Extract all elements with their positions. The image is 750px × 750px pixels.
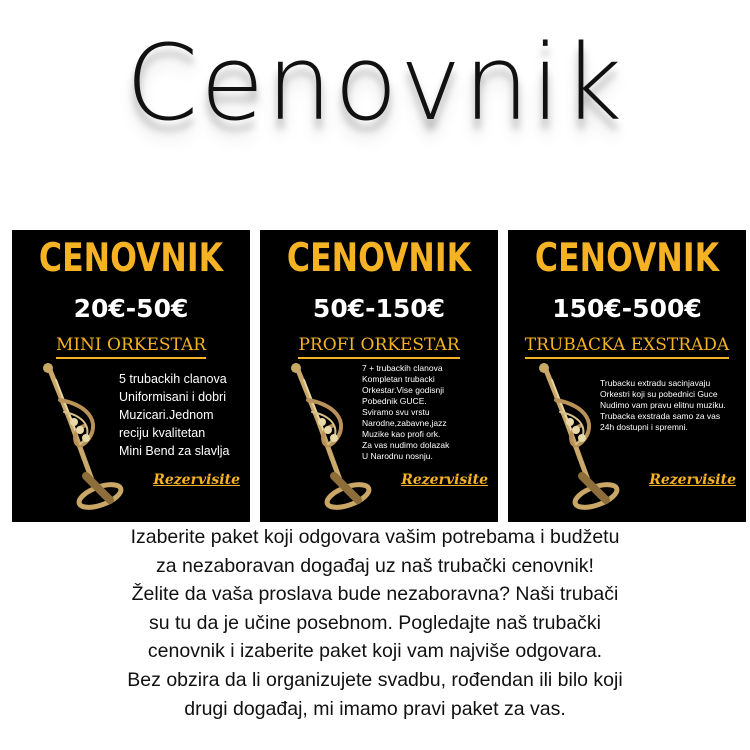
card-description	[119, 370, 229, 460]
page-title: Cenovnik	[125, 22, 625, 144]
description-line: Uniformisani i dobri	[119, 390, 226, 404]
card-tier-wrap	[508, 334, 746, 359]
card-tier: PROFI ORKESTAR	[298, 334, 459, 359]
reserve-link[interactable]: Rezervisite	[649, 472, 736, 488]
card-description	[600, 378, 726, 433]
body-line: cenovnik i izaberite paket koji vam najviše odgovara.	[147, 640, 603, 663]
description-line: 24h dostupni i spremni.	[600, 422, 688, 432]
body-paragraph	[0, 523, 750, 723]
description-line: 7 + trubackih clanova	[362, 363, 443, 373]
card-price: 150€-500€	[552, 294, 702, 323]
card-description	[362, 363, 449, 462]
card-price: 20€-50€	[73, 294, 189, 323]
description-line: Sviramo svu vrstu	[362, 407, 430, 417]
body-line: drugi događaj, mi imamo pravi paket za vas.	[184, 697, 566, 720]
card-heading: CENOVNIK	[286, 236, 472, 281]
description-line: U Narodnu nosnju.	[362, 451, 433, 461]
card-price: 50€-150€	[312, 294, 446, 323]
body-line: Izaberite paket koji odgovara vašim potrebama i budžetu	[130, 526, 620, 548]
description-line: Mini Bend za slavlja	[119, 444, 230, 458]
description-line: Trubacku extradu sacinjavaju	[600, 378, 711, 388]
price-card-profi	[260, 230, 498, 522]
description-line: 5 trubackih clanova	[119, 372, 227, 386]
body-line: za nezaboravan događaj uz naš trubački cenovnik!	[156, 554, 594, 577]
description-line: Trubacka exstrada samo za vas	[600, 411, 721, 421]
card-heading: CENOVNIK	[38, 236, 224, 281]
description-line: Kompletan trubacki	[362, 374, 435, 384]
description-line: Orkestri koji su pobednici Guce	[600, 389, 718, 399]
body-line: su tu da je učine posebnom. Pogledajte naš trubački	[148, 611, 602, 634]
reserve-link[interactable]: Rezervisite	[401, 472, 488, 488]
price-card-exstrada	[508, 230, 746, 522]
body-line: Bez obzira da li organizujete svadbu, rođendan ili bilo koji	[127, 668, 623, 691]
card-tier-wrap	[12, 334, 250, 359]
description-line: Muzike kao profi ork.	[362, 429, 441, 439]
card-heading: CENOVNIK	[534, 236, 720, 281]
description-line: Narodne,zabavne,jazz	[362, 418, 447, 428]
description-line: reciju kvalitetan	[119, 426, 206, 440]
card-tier: TRUBACKA EXSTRADA	[525, 334, 729, 359]
card-tier-wrap	[260, 334, 498, 359]
price-card-mini	[12, 230, 250, 522]
description-line: Pobednik GUCE.	[362, 396, 427, 406]
description-line: Za vas nudimo dolazak	[362, 440, 450, 450]
description-line: Orkestar.Vise godisnji	[362, 385, 445, 395]
description-line: Nudimo vam pravu elitnu muziku.	[600, 400, 726, 410]
reserve-link[interactable]: Rezervisite	[153, 472, 240, 488]
description-line: Muzicari.Jednom	[119, 408, 214, 422]
card-tier: MINI ORKESTAR	[56, 334, 206, 359]
body-line: Želite da vaša proslava bude nezaboravna? Naši trubači	[131, 583, 619, 606]
